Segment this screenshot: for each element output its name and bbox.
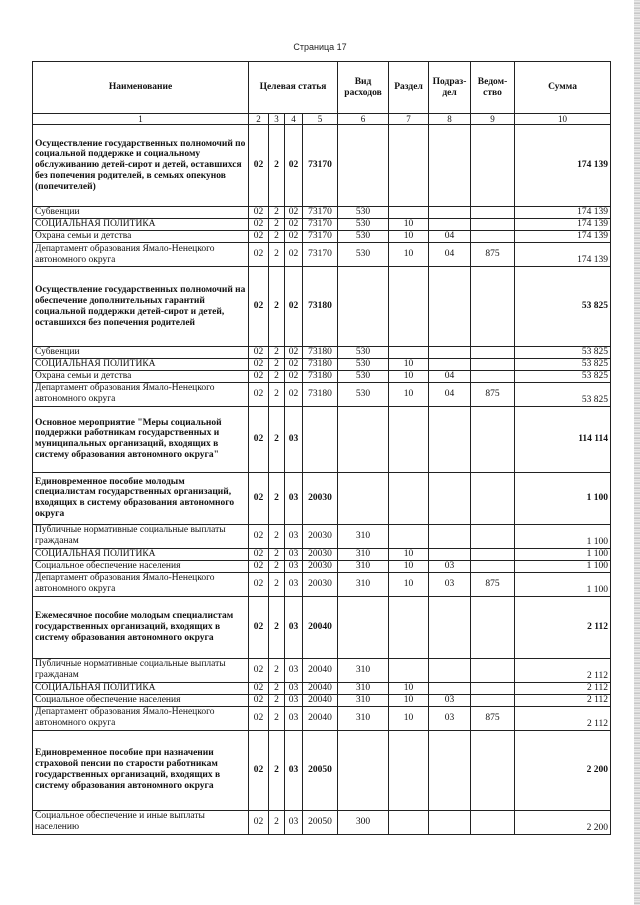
vid-cell: 530 — [338, 207, 389, 219]
vid-cell: 530 — [338, 359, 389, 371]
row-name: Единовременное пособие при назначении страховой пенсии по старости работникам государственных организаций, входящих в систему образования автономного округа — [33, 730, 249, 810]
podrazdel-cell — [429, 406, 471, 472]
podrazdel-cell — [429, 682, 471, 694]
header-podrazdel: Подраз-дел — [429, 62, 471, 114]
target-code-4: 73180 — [303, 370, 338, 382]
razdel-cell — [389, 810, 429, 834]
target-code-2: 2 — [269, 596, 285, 658]
table-row — [33, 472, 611, 524]
target-code-2: 2 — [269, 658, 285, 682]
vedomstvo-cell — [471, 472, 515, 524]
razdel-cell: 10 — [389, 382, 429, 406]
header-name: Наименование — [33, 62, 249, 114]
target-code-1: 02 — [249, 524, 269, 548]
sum-cell: 2 112 — [515, 596, 611, 658]
target-code-2: 2 — [269, 560, 285, 572]
table-row — [33, 370, 611, 382]
row-name: СОЦИАЛЬНАЯ ПОЛИТИКА — [33, 359, 249, 371]
target-code-4: 20030 — [303, 472, 338, 524]
vedomstvo-cell — [471, 694, 515, 706]
target-code-3: 03 — [285, 706, 303, 730]
target-code-3: 02 — [285, 231, 303, 243]
row-name: Охрана семьи и детства — [33, 370, 249, 382]
vid-cell: 310 — [338, 658, 389, 682]
target-code-1: 02 — [249, 243, 269, 267]
vedomstvo-cell — [471, 682, 515, 694]
razdel-cell — [389, 125, 429, 207]
target-code-4: 73170 — [303, 125, 338, 207]
target-code-1: 02 — [249, 560, 269, 572]
target-code-3: 02 — [285, 382, 303, 406]
target-code-4: 73170 — [303, 207, 338, 219]
table-row — [33, 524, 611, 548]
column-number: 1 — [33, 114, 249, 125]
sum-cell: 2 200 — [515, 730, 611, 810]
sum-cell: 2 200 — [515, 810, 611, 834]
razdel-cell — [389, 347, 429, 359]
table-row — [33, 572, 611, 596]
razdel-cell: 10 — [389, 694, 429, 706]
vedomstvo-cell: 875 — [471, 572, 515, 596]
column-number: 3 — [269, 114, 285, 125]
sum-cell: 174 139 — [515, 219, 611, 231]
row-name: Публичные нормативные социальные выплаты гражданам — [33, 524, 249, 548]
target-code-3: 03 — [285, 548, 303, 560]
row-name: Субвенции — [33, 347, 249, 359]
razdel-cell: 10 — [389, 243, 429, 267]
podrazdel-cell: 03 — [429, 706, 471, 730]
target-code-1: 02 — [249, 219, 269, 231]
target-code-3: 03 — [285, 406, 303, 472]
razdel-cell — [389, 207, 429, 219]
podrazdel-cell — [429, 207, 471, 219]
target-code-3: 02 — [285, 219, 303, 231]
table-row — [33, 548, 611, 560]
podrazdel-cell — [429, 524, 471, 548]
sum-cell: 53 825 — [515, 359, 611, 371]
target-code-1: 02 — [249, 125, 269, 207]
target-code-2: 2 — [269, 207, 285, 219]
sum-cell: 1 100 — [515, 548, 611, 560]
target-code-3: 03 — [285, 694, 303, 706]
vid-cell: 310 — [338, 706, 389, 730]
target-code-3: 02 — [285, 267, 303, 347]
table-row — [33, 694, 611, 706]
table-row — [33, 682, 611, 694]
podrazdel-cell — [429, 347, 471, 359]
target-code-3: 03 — [285, 658, 303, 682]
target-code-4: 73170 — [303, 231, 338, 243]
sum-cell: 53 825 — [515, 267, 611, 347]
vedomstvo-cell — [471, 347, 515, 359]
row-name: Субвенции — [33, 207, 249, 219]
sum-cell: 1 100 — [515, 472, 611, 524]
podrazdel-cell — [429, 730, 471, 810]
vid-cell: 530 — [338, 382, 389, 406]
table-row — [33, 359, 611, 371]
target-code-3: 03 — [285, 560, 303, 572]
table-row — [33, 125, 611, 207]
razdel-cell — [389, 596, 429, 658]
vid-cell — [338, 596, 389, 658]
table-row — [33, 560, 611, 572]
vedomstvo-cell — [471, 267, 515, 347]
podrazdel-cell: 03 — [429, 694, 471, 706]
vedomstvo-cell — [471, 370, 515, 382]
vid-cell: 530 — [338, 243, 389, 267]
target-code-1: 02 — [249, 347, 269, 359]
target-code-1: 02 — [249, 359, 269, 371]
vedomstvo-cell — [471, 560, 515, 572]
table-row — [33, 219, 611, 231]
target-code-4 — [303, 406, 338, 472]
razdel-cell: 10 — [389, 548, 429, 560]
target-code-4: 20030 — [303, 524, 338, 548]
target-code-2: 2 — [269, 219, 285, 231]
vid-cell: 310 — [338, 682, 389, 694]
podrazdel-cell: 04 — [429, 231, 471, 243]
target-code-1: 02 — [249, 694, 269, 706]
razdel-cell: 10 — [389, 560, 429, 572]
row-name: Осуществление государственных полномочий на обеспечение дополнительных гарантий социальной поддержки детей-сирот и детей, оставшихся без попечения родителей — [33, 267, 249, 347]
podrazdel-cell — [429, 125, 471, 207]
target-code-4: 20040 — [303, 596, 338, 658]
target-code-2: 2 — [269, 472, 285, 524]
vedomstvo-cell — [471, 359, 515, 371]
sum-cell: 174 139 — [515, 125, 611, 207]
target-code-1: 02 — [249, 548, 269, 560]
target-code-1: 02 — [249, 406, 269, 472]
sum-cell: 53 825 — [515, 370, 611, 382]
target-code-2: 2 — [269, 730, 285, 810]
target-code-4: 20050 — [303, 810, 338, 834]
sum-cell: 2 112 — [515, 682, 611, 694]
row-name: Департамент образования Ямало-Ненецкого автономного округа — [33, 572, 249, 596]
table-row — [33, 382, 611, 406]
row-name: СОЦИАЛЬНАЯ ПОЛИТИКА — [33, 219, 249, 231]
header-razdel: Раздел — [389, 62, 429, 114]
podrazdel-cell: 04 — [429, 243, 471, 267]
target-code-4: 20030 — [303, 572, 338, 596]
row-name: Департамент образования Ямало-Ненецкого автономного округа — [33, 243, 249, 267]
column-number: 6 — [338, 114, 389, 125]
razdel-cell — [389, 524, 429, 548]
target-code-3: 02 — [285, 207, 303, 219]
header-target: Целевая статья — [249, 62, 338, 114]
target-code-1: 02 — [249, 810, 269, 834]
sum-cell: 2 112 — [515, 658, 611, 682]
column-number: 5 — [303, 114, 338, 125]
vid-cell: 530 — [338, 219, 389, 231]
vedomstvo-cell — [471, 524, 515, 548]
target-code-1: 02 — [249, 730, 269, 810]
target-code-1: 02 — [249, 682, 269, 694]
vedomstvo-cell — [471, 548, 515, 560]
sum-cell: 1 100 — [515, 560, 611, 572]
podrazdel-cell — [429, 219, 471, 231]
podrazdel-cell: 04 — [429, 370, 471, 382]
target-code-4: 20030 — [303, 560, 338, 572]
row-name: Публичные нормативные социальные выплаты гражданам — [33, 658, 249, 682]
column-number: 4 — [285, 114, 303, 125]
row-name: Департамент образования Ямало-Ненецкого автономного округа — [33, 382, 249, 406]
table-row — [33, 243, 611, 267]
razdel-cell — [389, 267, 429, 347]
target-code-2: 2 — [269, 125, 285, 207]
row-name: Ежемесячное пособие молодым специалистам государственных организаций, входящих в систему образования автономного округа — [33, 596, 249, 658]
vid-cell: 310 — [338, 572, 389, 596]
target-code-2: 2 — [269, 347, 285, 359]
target-code-4: 20040 — [303, 694, 338, 706]
sum-cell: 174 139 — [515, 243, 611, 267]
vedomstvo-cell — [471, 125, 515, 207]
razdel-cell: 10 — [389, 359, 429, 371]
target-code-4: 20030 — [303, 548, 338, 560]
podrazdel-cell — [429, 472, 471, 524]
target-code-2: 2 — [269, 406, 285, 472]
target-code-3: 03 — [285, 682, 303, 694]
row-name: Единовременное пособие молодым специалистам государственных организаций, входящих в систему образования автономного округа — [33, 472, 249, 524]
vedomstvo-cell: 875 — [471, 243, 515, 267]
row-name: СОЦИАЛЬНАЯ ПОЛИТИКА — [33, 682, 249, 694]
target-code-3: 02 — [285, 359, 303, 371]
podrazdel-cell: 04 — [429, 382, 471, 406]
table-row — [33, 267, 611, 347]
budget-table — [32, 61, 611, 835]
target-code-2: 2 — [269, 810, 285, 834]
row-name: Департамент образования Ямало-Ненецкого автономного округа — [33, 706, 249, 730]
table-row — [33, 658, 611, 682]
table-row — [33, 596, 611, 658]
target-code-2: 2 — [269, 382, 285, 406]
vid-cell — [338, 472, 389, 524]
target-code-2: 2 — [269, 243, 285, 267]
vid-cell: 310 — [338, 694, 389, 706]
target-code-4: 73170 — [303, 243, 338, 267]
target-code-4: 20040 — [303, 658, 338, 682]
podrazdel-cell: 03 — [429, 572, 471, 596]
target-code-2: 2 — [269, 706, 285, 730]
table-row — [33, 231, 611, 243]
podrazdel-cell — [429, 596, 471, 658]
target-code-3: 03 — [285, 524, 303, 548]
vid-cell: 530 — [338, 231, 389, 243]
podrazdel-cell — [429, 267, 471, 347]
podrazdel-cell — [429, 658, 471, 682]
target-code-4: 20040 — [303, 706, 338, 730]
column-number: 2 — [249, 114, 269, 125]
target-code-4: 73180 — [303, 347, 338, 359]
target-code-3: 02 — [285, 125, 303, 207]
target-code-4: 73180 — [303, 359, 338, 371]
row-name: Социальное обеспечение и иные выплаты населению — [33, 810, 249, 834]
row-name: Социальное обеспечение населения — [33, 694, 249, 706]
razdel-cell: 10 — [389, 572, 429, 596]
razdel-cell — [389, 658, 429, 682]
razdel-cell: 10 — [389, 219, 429, 231]
vid-cell: 310 — [338, 560, 389, 572]
razdel-cell — [389, 730, 429, 810]
sum-cell: 53 825 — [515, 382, 611, 406]
target-code-3: 03 — [285, 810, 303, 834]
sum-cell: 1 100 — [515, 524, 611, 548]
target-code-3: 03 — [285, 572, 303, 596]
column-number: 8 — [429, 114, 471, 125]
column-number: 7 — [389, 114, 429, 125]
target-code-2: 2 — [269, 682, 285, 694]
header-vid: Вид расходов — [338, 62, 389, 114]
vid-cell: 300 — [338, 810, 389, 834]
vid-cell: 530 — [338, 347, 389, 359]
header-summa: Сумма — [515, 62, 611, 114]
vid-cell — [338, 267, 389, 347]
page-label: Страница 17 — [293, 42, 347, 52]
vedomstvo-cell — [471, 219, 515, 231]
target-code-2: 2 — [269, 359, 285, 371]
target-code-3: 02 — [285, 243, 303, 267]
scan-edge — [634, 0, 640, 905]
vedomstvo-cell — [471, 596, 515, 658]
vedomstvo-cell — [471, 207, 515, 219]
target-code-1: 02 — [249, 706, 269, 730]
target-code-4: 73180 — [303, 267, 338, 347]
razdel-cell: 10 — [389, 231, 429, 243]
sum-cell: 174 139 — [515, 207, 611, 219]
vedomstvo-cell: 875 — [471, 706, 515, 730]
target-code-2: 2 — [269, 548, 285, 560]
column-number-row — [33, 114, 611, 125]
sum-cell: 53 825 — [515, 347, 611, 359]
target-code-1: 02 — [249, 370, 269, 382]
razdel-cell: 10 — [389, 682, 429, 694]
row-name: Охрана семьи и детства — [33, 231, 249, 243]
target-code-1: 02 — [249, 572, 269, 596]
target-code-4: 20040 — [303, 682, 338, 694]
podrazdel-cell — [429, 548, 471, 560]
table-row — [33, 347, 611, 359]
vid-cell: 530 — [338, 370, 389, 382]
podrazdel-cell — [429, 810, 471, 834]
razdel-cell — [389, 406, 429, 472]
vedomstvo-cell — [471, 730, 515, 810]
target-code-1: 02 — [249, 231, 269, 243]
razdel-cell: 10 — [389, 370, 429, 382]
target-code-2: 2 — [269, 231, 285, 243]
row-name: Социальное обеспечение населения — [33, 560, 249, 572]
target-code-2: 2 — [269, 572, 285, 596]
sum-cell: 1 100 — [515, 572, 611, 596]
target-code-4: 73170 — [303, 219, 338, 231]
row-name: Осуществление государственных полномочий по социальной поддержке и социальному обслуживанию детей-сирот и детей, оставшихся без попечения родителей, в семьях опекунов (попечителей) — [33, 125, 249, 207]
vedomstvo-cell — [471, 810, 515, 834]
vid-cell: 310 — [338, 548, 389, 560]
target-code-3: 03 — [285, 596, 303, 658]
row-name: СОЦИАЛЬНАЯ ПОЛИТИКА — [33, 548, 249, 560]
vedomstvo-cell — [471, 231, 515, 243]
target-code-1: 02 — [249, 596, 269, 658]
sum-cell: 174 139 — [515, 231, 611, 243]
target-code-3: 03 — [285, 730, 303, 810]
column-number: 10 — [515, 114, 611, 125]
target-code-1: 02 — [249, 658, 269, 682]
target-code-4: 73180 — [303, 382, 338, 406]
target-code-4: 20050 — [303, 730, 338, 810]
target-code-2: 2 — [269, 370, 285, 382]
target-code-2: 2 — [269, 694, 285, 706]
vid-cell: 310 — [338, 524, 389, 548]
sum-cell: 2 112 — [515, 694, 611, 706]
vid-cell — [338, 730, 389, 810]
podrazdel-cell: 03 — [429, 560, 471, 572]
podrazdel-cell — [429, 359, 471, 371]
target-code-1: 02 — [249, 267, 269, 347]
row-name: Основное мероприятие "Меры социальной поддержки работникам государственных и муниципальных организаций, входящих в систему образования автономного округа" — [33, 406, 249, 472]
target-code-1: 02 — [249, 382, 269, 406]
target-code-1: 02 — [249, 472, 269, 524]
vid-cell — [338, 125, 389, 207]
table-row — [33, 810, 611, 834]
vedomstvo-cell — [471, 658, 515, 682]
target-code-3: 03 — [285, 472, 303, 524]
sum-cell: 114 114 — [515, 406, 611, 472]
target-code-3: 02 — [285, 370, 303, 382]
table-row — [33, 706, 611, 730]
table-row — [33, 406, 611, 472]
sum-cell: 2 112 — [515, 706, 611, 730]
target-code-2: 2 — [269, 267, 285, 347]
vid-cell — [338, 406, 389, 472]
target-code-2: 2 — [269, 524, 285, 548]
target-code-3: 02 — [285, 347, 303, 359]
target-code-1: 02 — [249, 207, 269, 219]
column-number: 9 — [471, 114, 515, 125]
header-vedomstvo: Ведом-ство — [471, 62, 515, 114]
razdel-cell: 10 — [389, 706, 429, 730]
table-row — [33, 207, 611, 219]
table-row — [33, 730, 611, 810]
vedomstvo-cell: 875 — [471, 382, 515, 406]
razdel-cell — [389, 472, 429, 524]
vedomstvo-cell — [471, 406, 515, 472]
